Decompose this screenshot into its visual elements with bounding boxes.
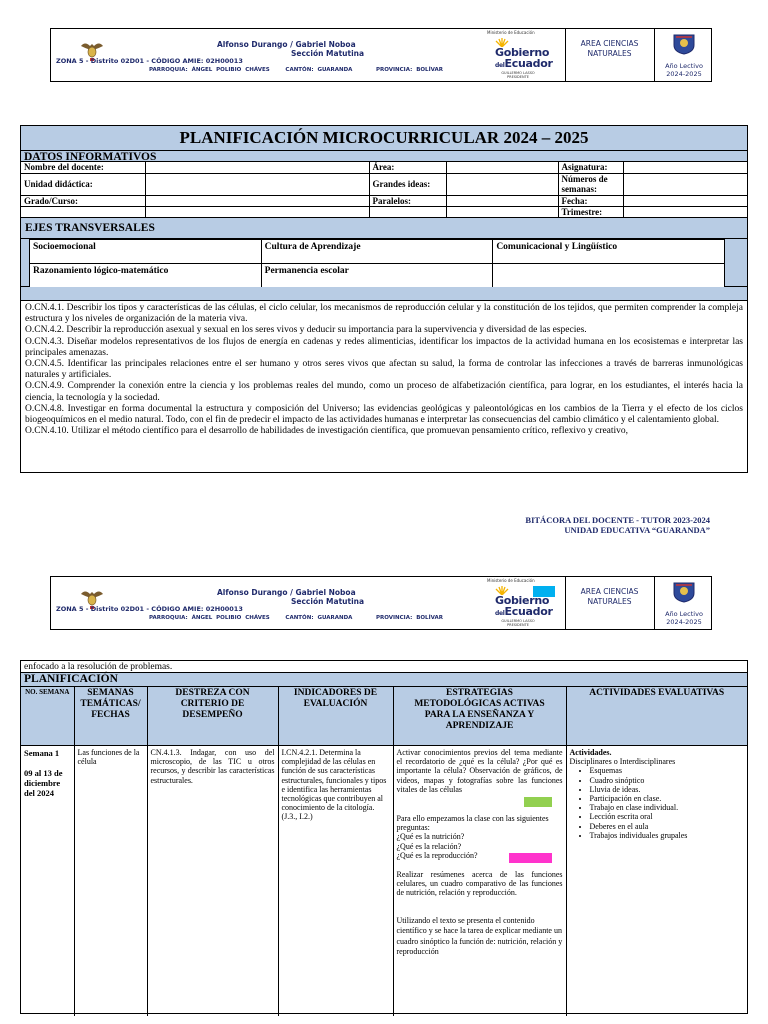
eje-item	[493, 264, 725, 288]
trimestre-label: Trimestre:	[558, 206, 623, 217]
list-item: • Lección escrita oral	[590, 812, 745, 821]
list-item: • Cuadro sinóptico	[590, 776, 745, 785]
col-header-indicadores: INDICADORES DE EVALUACIÓN	[278, 687, 393, 746]
planificacion-title: PLANIFICACIÓN	[21, 673, 747, 686]
area-field-label: Área:	[369, 162, 446, 173]
year-value: 2024-2025	[666, 618, 702, 627]
empty-cell	[145, 206, 369, 217]
government-logo	[471, 29, 565, 81]
semanas-field[interactable]	[623, 173, 747, 195]
school-location	[149, 615, 443, 621]
col-header-estrategias: ESTRATEGIAS METODOLÓGICAS ACTIVAS PARA LA ENSEÑANZA Y APRENDIZAJE	[393, 687, 566, 746]
empty-cell	[21, 206, 145, 217]
activities-subtitle: Disciplinares o Interdisciplinares	[569, 757, 676, 767]
asignatura-label: Asignatura:	[558, 162, 623, 173]
section-separator	[21, 287, 747, 301]
eje-item: Socioemocional	[30, 240, 262, 264]
eje-item: Cultura de Aprendizaje	[261, 240, 493, 264]
year-value: 2024-2025	[666, 70, 702, 79]
activities-title: Actividades.	[569, 748, 612, 757]
strategy-question: ¿Qué es la relación?	[396, 841, 462, 851]
col-header-semana: NO. SEMANA	[21, 687, 74, 746]
list-item: • Esquemas	[590, 766, 745, 775]
strategy-paragraph: Activar conocimientos previos del tema mediante el recordatorio de ¿qué es la célula? ¿Por qué es importante la célula? Observación de gráficos, de videos, mapas y fotografías sobre las funciones vitales de las células	[396, 748, 563, 794]
shield-icon	[672, 33, 696, 55]
empty-cell	[446, 206, 558, 217]
government-logo	[471, 577, 565, 629]
planning-table-section	[20, 660, 748, 1014]
paralelos-label: Paralelos:	[369, 195, 446, 206]
gob-line1: Gobierno	[495, 46, 550, 59]
week-dates: 09 al 13 de diciembre del 2024	[24, 768, 63, 798]
school-name: Alfonso Durango / Gabriel Noboa	[217, 588, 356, 597]
school-section: Sección Matutina	[291, 49, 365, 58]
docente-field[interactable]	[145, 162, 369, 173]
area-field[interactable]	[446, 162, 558, 173]
unidad-label: Unidad didáctica:	[21, 173, 145, 195]
year-box	[654, 577, 712, 629]
strategy-question: ¿Qué es la nutrición?	[396, 832, 465, 842]
paralelos-field[interactable]	[446, 195, 558, 206]
gob-line1: Gobierno	[495, 594, 550, 607]
planning-document	[20, 125, 748, 473]
topic-cell: Las funciones de la célula	[74, 746, 147, 1016]
school-zone: ZONA 5 - Distrito 02D01 - CÓDIGO AMIE: 02H00013	[56, 57, 243, 65]
col-header-actividades: ACTIVIDADES EVALUATIVAS	[566, 687, 747, 746]
canton: CANTÓN: GUARANDA	[285, 615, 353, 621]
eje-item: Comunicacional y Lingüístico	[493, 240, 725, 264]
bitacora-footer	[300, 515, 710, 535]
asignatura-field[interactable]	[623, 162, 747, 173]
school-location	[149, 67, 443, 73]
objective-item: O.CN.4.10. Utilizar el método científico para el desarrollo de habilidades de investigación científica, que promuevan pensamiento crítico, reflexivo y creativo,	[25, 426, 629, 437]
semanas-label: Números de semanas:	[558, 173, 623, 195]
provincia: PROVINCIA: BOLÍVAR	[375, 615, 443, 621]
list-item: • Participación en clase.	[590, 794, 745, 803]
fecha-field[interactable]	[623, 195, 747, 206]
gob-line2: delEcuador	[495, 605, 553, 618]
activities-cell	[566, 746, 747, 1016]
strategy-paragraph: Utilizando el texto se presenta el contenido científico y se hace la tarea de explicar mediante un cuadro sinóptico la función de: nutrición, relación y reproducción	[396, 915, 563, 957]
datos-informativos-title: DATOS INFORMATIVOS	[21, 150, 747, 162]
area-label: AREA CIENCIAS NATURALES	[565, 29, 653, 81]
list-item: • Lluvia de ideas.	[590, 785, 745, 794]
eje-item: Razonamiento lógico-matemático	[30, 264, 262, 288]
strategy-cell	[393, 746, 566, 1016]
objective-item: O.CN.4.5. Identificar las principales relaciones entre el ser humano y otros seres vivos que afectan su salud, la forma de controlar las infecciones a través de barreras inmunológicas naturales y artificiales.	[25, 359, 743, 381]
objective-item: O.CN.4.1. Describir los tipos y características de las células, el ciclo celular, los mecanismos de reproducción celular y la constitución de los tejidos, que permiten comprender la compleja estructura y los niveles de organización de la materia viva.	[25, 303, 743, 325]
school-header	[50, 576, 712, 630]
planning-table	[21, 686, 747, 1016]
parroquia: PARROQUIA: ÁNGEL POLIBIO CHÁVES	[149, 67, 270, 73]
col-header-tematicas: SEMANAS TEMÁTICAS/ FECHAS	[74, 687, 147, 746]
bitacora-line2: UNIDAD EDUCATIVA “GUARANDA”	[564, 525, 710, 535]
school-header	[50, 28, 712, 82]
green-marker	[397, 797, 563, 807]
week-cell	[21, 746, 74, 1016]
strategy-paragraph: Realizar resúmenes acerca de las funciones celulares, un cuadro comparativo de las funciones de nutrición, relación y reproducción.	[396, 870, 563, 898]
gob-line2: delEcuador	[495, 57, 553, 70]
list-item: • Trabajos individuales grupales	[590, 831, 745, 840]
ministry-label: Ministerio de Educación	[487, 30, 535, 35]
info-table	[21, 162, 747, 217]
ejes-table	[29, 239, 725, 288]
school-section: Sección Matutina	[291, 597, 365, 606]
activities-list	[570, 766, 745, 840]
objective-item: O.CN.4.8. Investigar en forma documental la estructura y composición del Universo; las evidencias geológicas y paleontológicas en los cambios de la Tierra y el efecto de los ciclos biogeoquímicos en el medio natural. Todo, con el fin de predecir el impacto de las actividades humanas e interpretar las consecuencias del cambio climático y el calentamiento global.	[25, 403, 743, 426]
strategy-question: ¿Qué es la reproducción?	[397, 851, 563, 860]
grado-field[interactable]	[145, 195, 369, 206]
skill-cell: CN.4.1.3. Indagar, con uso del microscopio, de las TIC u otros recursos, y describir las características estructurales.	[147, 746, 278, 1016]
page-title: PLANIFICACIÓN MICROCURRICULAR 2024 – 2025	[21, 126, 747, 150]
week-label: Semana 1	[24, 748, 60, 758]
provincia: PROVINCIA: BOLÍVAR	[375, 67, 443, 73]
grandes-label: Grandes ideas:	[369, 173, 446, 195]
bitacora-line1: BITÁCORA DEL DOCENTE - TUTOR 2023-2024	[525, 515, 710, 525]
unidad-field[interactable]	[145, 173, 369, 195]
grandes-field[interactable]	[446, 173, 558, 195]
objective-continuation: enfocado a la resolución de problemas.	[21, 661, 747, 673]
docente-label: Nombre del docente:	[21, 162, 145, 173]
year-box	[654, 29, 712, 81]
magenta-marker	[509, 853, 552, 863]
president-label: GUILLERMO LASSO PRESIDENTE	[501, 619, 535, 627]
area-label: AREA CIENCIAS NATURALES	[565, 577, 653, 629]
ejes-box	[21, 239, 747, 287]
objective-item: O.CN.4.3. Diseñar modelos representativos de los flujos de energía en cadenas y redes alimenticias, identificar los impactos de la actividad humana en los ecosistemas e interpretar las principales amenazas.	[25, 336, 743, 358]
canton: CANTÓN: GUARANDA	[285, 67, 353, 73]
list-item: • Deberes en el aula	[590, 822, 745, 831]
year-label: Año Lectivo	[665, 62, 703, 70]
grado-label: Grado/Curso:	[21, 195, 145, 206]
president-label: GUILLERMO LASSO PRESIDENTE	[501, 71, 535, 79]
fecha-label: Fecha:	[558, 195, 623, 206]
parroquia: PARROQUIA: ÁNGEL POLIBIO CHÁVES	[149, 615, 270, 621]
objectives	[21, 301, 747, 472]
ejes-title: EJES TRANSVERSALES	[21, 217, 747, 239]
list-item: • Trabajo en clase individual.	[590, 803, 745, 812]
shield-icon	[672, 581, 696, 603]
objective-item: O.CN.4.2. Describir la reproducción asexual y sexual en los seres vivos y deducir su importancia para la supervivencia y diversidad de las especies.	[25, 325, 587, 336]
ministry-label: Ministerio de Educación	[487, 578, 535, 583]
school-zone: ZONA 5 - Distrito 02D01 - CÓDIGO AMIE: 02H00013	[56, 605, 243, 613]
objective-item: O.CN.4.9. Comprender la conexión entre la ciencia y los problemas reales del mundo, como un proceso de alfabetización científica, para lograr, en los estudiantes, el interés hacia la ciencia, la tecnología y la sociedad.	[25, 381, 743, 403]
col-header-destreza: DESTREZA CON CRITERIO DE DESEMPEÑO	[147, 687, 278, 746]
empty-cell	[369, 206, 446, 217]
eje-item: Permanencia escolar	[261, 264, 493, 288]
strategy-paragraph: Para ello empezamos la clase con las siguientes preguntas:	[396, 814, 549, 833]
indicator-cell: I.CN.4.2.1. Determina la complejidad de las células en función de sus características estructurales, funcionales y tipos e identifica las herramientas tecnológicas que contribuyen al conocimiento de la citología. (J.3., I.2.)	[278, 746, 393, 1016]
school-name: Alfonso Durango / Gabriel Noboa	[217, 40, 356, 49]
trimestre-field[interactable]	[623, 206, 747, 217]
year-label: Año Lectivo	[665, 610, 703, 618]
